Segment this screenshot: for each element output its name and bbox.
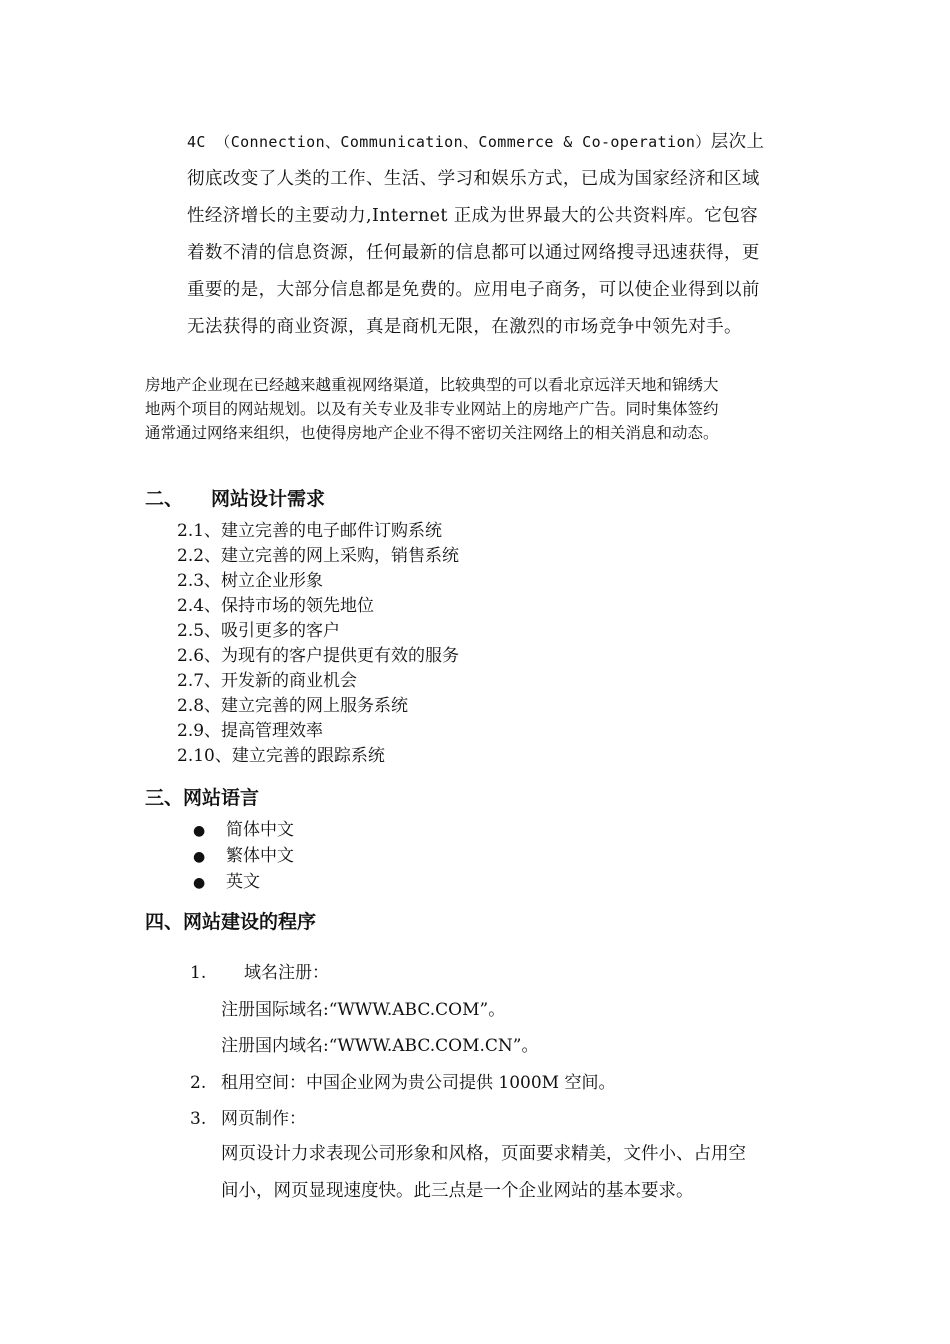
language-list: [193, 818, 294, 896]
paragraph-line: 房地产企业现在已经越来越重视网络渠道，比较典型的可以看北京远洋天地和锦绣大: [145, 376, 719, 394]
list-item: 2.6、为现有的客户提供更有效的服务: [177, 646, 460, 666]
step-number: 2.: [190, 1073, 207, 1093]
list-item: 2.8、建立完善的网上服务系统: [177, 696, 409, 716]
intro-line-mono: 4C （Connection、Communication、Commerce & Co-operation）: [187, 133, 711, 151]
paragraph-line: 地两个项目的网站规划。以及有关专业及非专业网站上的房地产广告。同时集体签约: [145, 400, 719, 418]
paragraph-line: 通常通过网络来组织，也使得房地产企业不得不密切关注网络上的相关消息和动态。: [145, 424, 719, 442]
list-item: 2.5、吸引更多的客户: [177, 621, 341, 641]
process-step-1: [190, 958, 329, 983]
intro-paragraph: [187, 124, 807, 346]
list-item: 2.10、建立完善的跟踪系统: [177, 746, 385, 766]
section-4-heading: 四、网站建设的程序: [145, 911, 317, 933]
list-item: 2.1、建立完善的电子邮件订购系统: [177, 521, 443, 541]
domain-international: 注册国际域名:“WWW.ABC.COM”。: [221, 1000, 506, 1020]
intro-line: 着数不清的信息资源，任何最新的信息都可以通过网络搜寻迅速获得，更: [187, 243, 760, 263]
list-item: 2.3、树立企业形象: [177, 571, 324, 591]
section-2-number: 二、: [145, 488, 184, 510]
process-step-2: [190, 1068, 615, 1093]
bullet-icon: ●: [193, 823, 206, 839]
list-item: 2.9、提高管理效率: [177, 721, 324, 741]
step-label: 租用空间：中国企业网为贵公司提供 1000M 空间。: [221, 1073, 616, 1093]
list-item: 2.7、开发新的商业机会: [177, 671, 358, 691]
list-item: [193, 818, 294, 844]
paragraph-line: 网页设计力求表现公司形象和风格，页面要求精美，文件小、占用空: [221, 1144, 746, 1164]
requirements-list: [177, 519, 459, 769]
list-item: 2.2、建立完善的网上采购，销售系统: [177, 546, 460, 566]
process-step-3: [190, 1104, 306, 1129]
step-number: 1.: [190, 963, 207, 983]
language-label: 英文: [226, 872, 260, 892]
intro-line-rest: 层次上: [710, 132, 765, 152]
language-label: 繁体中文: [226, 846, 294, 866]
webpage-design-paragraph: [221, 1136, 811, 1210]
section-3-heading: 三、网站语言: [145, 787, 260, 809]
step-label: 网页制作：: [221, 1109, 306, 1129]
bullet-icon: ●: [193, 875, 206, 891]
intro-line: 性经济增长的主要动力,Internet 正成为世界最大的公共资料库。它包容: [187, 206, 759, 226]
section-2-title: 网站设计需求: [211, 488, 326, 510]
section-2-heading: [145, 484, 325, 511]
paragraph-line: 间小，网页显现速度快。此三点是一个企业网站的基本要求。: [221, 1181, 694, 1201]
language-label: 简体中文: [226, 820, 294, 840]
intro-line: [187, 124, 807, 161]
step-label: 域名注册：: [244, 963, 329, 983]
step-number: 3.: [190, 1109, 207, 1129]
intro-line: 重要的是，大部分信息都是免费的。应用电子商务，可以使企业得到以前: [187, 280, 760, 300]
domain-domestic: 注册国内域名:“WWW.ABC.COM.CN”。: [221, 1036, 539, 1056]
intro-line: 无法获得的商业资源，真是商机无限，在激烈的市场竞争中领先对手。: [187, 317, 742, 337]
list-item: [193, 870, 294, 896]
bullet-icon: ●: [193, 849, 206, 865]
list-item: 2.4、保持市场的领先地位: [177, 596, 375, 616]
intro-line: 彻底改变了人类的工作、生活、学习和娱乐方式，已成为国家经济和区域: [187, 169, 760, 189]
list-item: [193, 844, 294, 870]
real-estate-paragraph: [145, 373, 815, 445]
